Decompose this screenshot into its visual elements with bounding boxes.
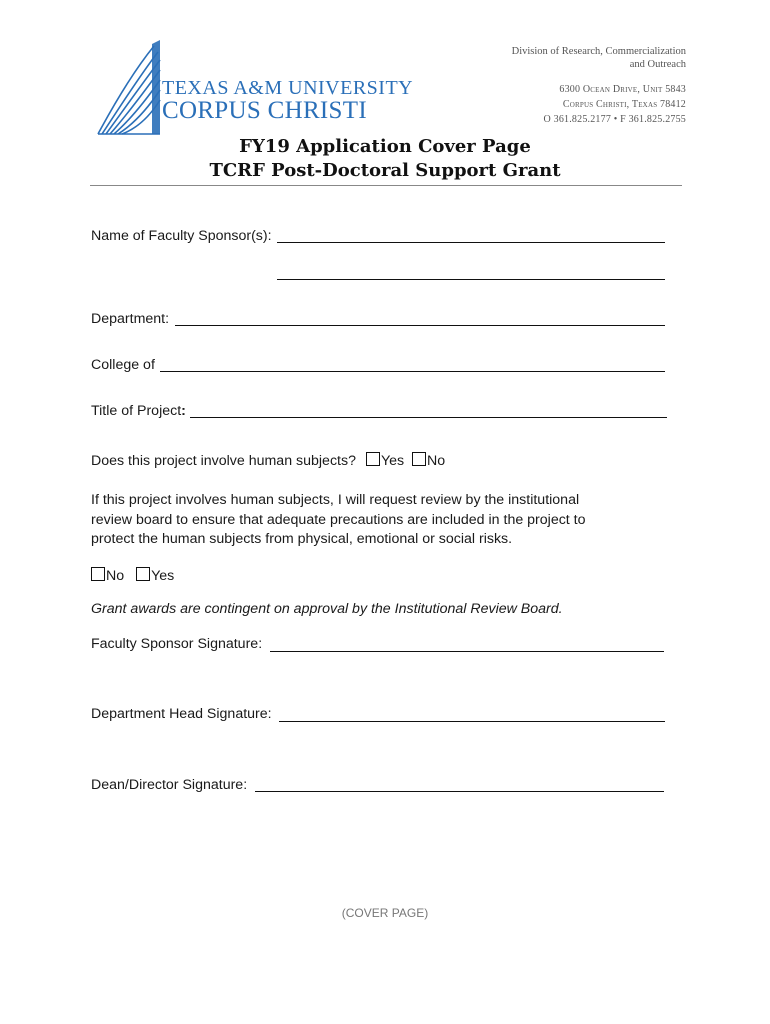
department-field[interactable] bbox=[175, 325, 665, 326]
department-head-signature-field[interactable] bbox=[279, 721, 665, 722]
page-footer: (COVER PAGE) bbox=[341, 906, 429, 920]
irb-no-checkbox[interactable] bbox=[91, 567, 105, 581]
faculty-sponsor-label: Name of Faculty Sponsor(s): bbox=[91, 228, 272, 244]
irb-yes-label: Yes bbox=[151, 568, 175, 584]
human-subjects-yes-checkbox[interactable] bbox=[366, 452, 380, 466]
department-head-signature-label: Department Head Signature: bbox=[91, 706, 272, 722]
address-line-1: 6300 Ocean Drive, Unit 5843 bbox=[559, 84, 686, 95]
division-line-2: and Outreach bbox=[629, 59, 686, 70]
college-field[interactable] bbox=[160, 371, 665, 372]
human-subjects-yes-label: Yes bbox=[380, 453, 405, 469]
irb-statement: If this project involves human subjects, I will request review by the institutional review board to ensure that adequate precautions are included in the project to protect the human subjects from physical, emotional or social risks. bbox=[91, 492, 586, 547]
human-subjects-row bbox=[91, 452, 445, 469]
irb-note: Grant awards are contingent on approval by the Institutional Review Board. bbox=[91, 601, 563, 617]
human-subjects-no-label: No bbox=[427, 453, 446, 469]
phone-fax: O 361.825.2177 • F 361.825.2755 bbox=[543, 114, 686, 125]
project-title-field[interactable] bbox=[190, 417, 667, 418]
dean-director-signature-label: Dean/Director Signature: bbox=[91, 777, 248, 793]
page-subtitle: TCRF Post-Doctoral Support Grant bbox=[209, 160, 561, 181]
logo-line1: TEXAS A&M UNIVERSITY bbox=[162, 77, 414, 99]
address-line-2: Corpus Christi, Texas 78412 bbox=[562, 99, 686, 110]
faculty-sponsor-signature-label: Faculty Sponsor Signature: bbox=[91, 636, 263, 652]
faculty-sponsor-field-2[interactable] bbox=[277, 279, 665, 280]
university-wing-logo-icon bbox=[98, 46, 160, 134]
project-title-colon: : bbox=[181, 403, 186, 419]
irb-checkbox-row bbox=[91, 567, 174, 584]
human-subjects-question: Does this project involve human subjects? bbox=[91, 453, 356, 469]
dean-director-signature-field[interactable] bbox=[255, 791, 664, 792]
title-divider bbox=[90, 185, 682, 186]
department-label: Department: bbox=[91, 311, 170, 327]
college-label: College of bbox=[91, 357, 155, 373]
division-line-1: Division of Research, Commercialization bbox=[511, 46, 686, 57]
project-title-label bbox=[91, 403, 186, 419]
page-title: FY19 Application Cover Page bbox=[239, 136, 531, 157]
project-title-text: Title of Project bbox=[91, 403, 182, 419]
university-logo bbox=[92, 38, 414, 138]
human-subjects-no-checkbox[interactable] bbox=[412, 452, 426, 466]
address-block bbox=[466, 82, 686, 127]
irb-yes-checkbox[interactable] bbox=[136, 567, 150, 581]
logo-line2: CORPUS CHRISTI bbox=[162, 97, 367, 124]
irb-no-label: No bbox=[106, 568, 125, 584]
faculty-sponsor-field[interactable] bbox=[277, 242, 665, 243]
division-name bbox=[466, 45, 686, 71]
faculty-sponsor-signature-field[interactable] bbox=[270, 651, 664, 652]
